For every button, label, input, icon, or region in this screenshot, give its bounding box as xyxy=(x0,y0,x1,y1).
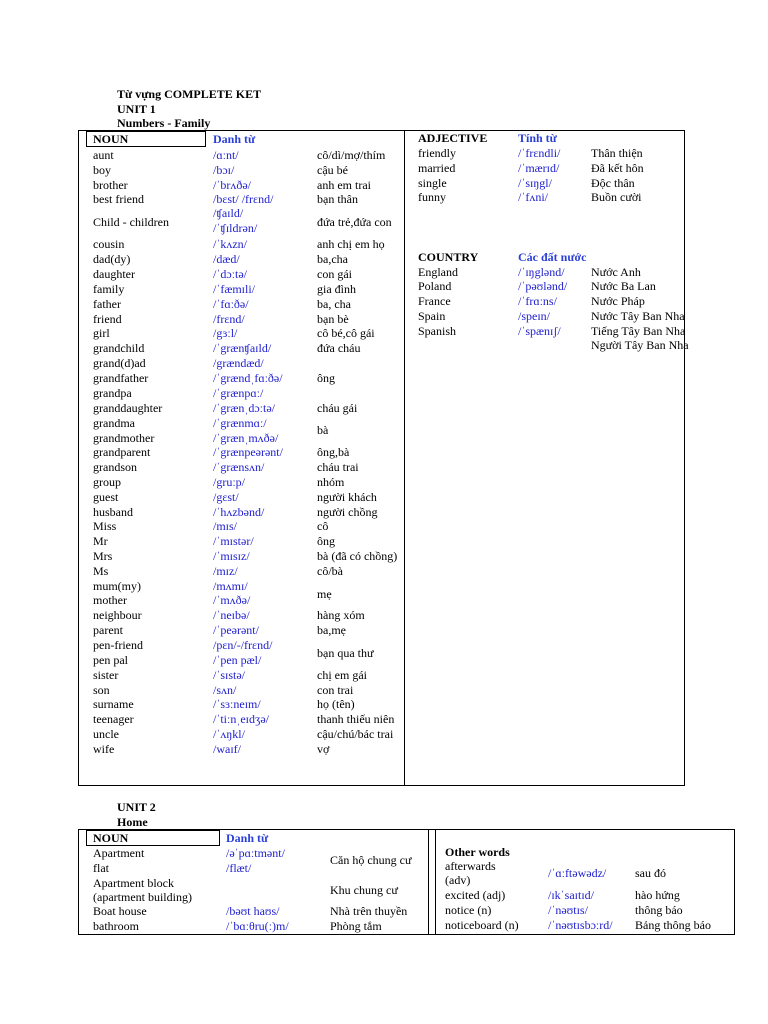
noun-word: granddaughter xyxy=(93,401,163,415)
noun-pron: /ˈpen pæl/ xyxy=(213,653,262,667)
noun-word: friend xyxy=(93,312,122,326)
adjective-meaning: Buồn cười xyxy=(591,190,642,204)
noun-meaning: bạn qua thư xyxy=(317,646,374,660)
noun-meaning: người khách xyxy=(317,490,377,504)
noun-pron: /dæd/ xyxy=(213,252,240,266)
noun-pron-plural: /ˈʧɪldrən/ xyxy=(213,221,258,235)
adjective-meaning: Đã kết hôn xyxy=(591,161,644,175)
country-meaning-2: Người Tây Ban Nha xyxy=(591,338,689,352)
other-pron: /ˈnəʊtɪs/ xyxy=(548,903,588,917)
unit2-noun-pron-header: Danh từ xyxy=(226,831,269,845)
other-word: excited (adj) xyxy=(445,888,506,902)
noun-meaning: cô xyxy=(317,519,329,533)
other-words-header: Other words xyxy=(445,845,510,859)
noun-word: dad(dy) xyxy=(93,252,131,266)
noun-pron: /ˈneɪbə/ xyxy=(213,608,250,622)
country-pron: /ˈspænɪʃ/ xyxy=(518,324,561,338)
noun-pron: /ˈgrænpɑː/ xyxy=(213,386,264,400)
noun-meaning: cô bé,cô gái xyxy=(317,326,375,340)
other-pron: /ˈɑːftəwədz/ xyxy=(548,866,607,880)
adjective-word: friendly xyxy=(418,146,456,160)
unit2-word-2: (apartment building) xyxy=(93,890,192,904)
unit2-meaning: Khu chung cư xyxy=(330,883,398,897)
unit2-divider-a xyxy=(428,829,429,935)
noun-meaning: cô/dì/mợ/thím xyxy=(317,148,386,162)
other-word: afterwards xyxy=(445,859,496,873)
noun-meaning: chị em gái xyxy=(317,668,367,682)
adjective-header: ADJECTIVE xyxy=(418,131,488,145)
noun-word: Ms xyxy=(93,564,109,578)
noun-pron: /ˈgrænʧaɪld/ xyxy=(213,341,272,355)
noun-pron: /ˈgrændˌfɑːðə/ xyxy=(213,371,283,385)
country-pron: /ˈfrɑːns/ xyxy=(518,294,557,308)
noun-word: brother xyxy=(93,178,128,192)
country-pron: /ˈɪŋglənd/ xyxy=(518,265,565,279)
noun-word: son xyxy=(93,683,110,697)
other-pron: /ɪkˈsaɪtɪd/ xyxy=(548,888,594,902)
country-meaning: Nước Pháp xyxy=(591,294,645,308)
unit2-word: bathroom xyxy=(93,919,139,933)
noun-pron: /ˈfɑːðə/ xyxy=(213,297,249,311)
noun-word: Child - children xyxy=(93,215,169,229)
noun-meaning: bà xyxy=(317,423,329,437)
noun-word: mum(my) xyxy=(93,579,141,593)
noun-word: husband xyxy=(93,505,133,519)
noun-pron: /pɛn/-/frɛnd/ xyxy=(213,638,273,652)
noun-pron: /ˈgrænˌdɔːtə/ xyxy=(213,401,275,415)
noun-word: daughter xyxy=(93,267,135,281)
adjective-pron: /ˈfʌni/ xyxy=(518,190,548,204)
noun-meaning: ông xyxy=(317,371,335,385)
noun-meaning: thanh thiếu niên xyxy=(317,712,395,726)
noun-word: group xyxy=(93,475,121,489)
country-header: COUNTRY xyxy=(418,250,479,264)
noun-word: grandmother xyxy=(93,431,155,445)
country-meaning: Nước Tây Ban Nha xyxy=(591,309,685,323)
noun-meaning: cháu gái xyxy=(317,401,358,415)
unit1-noun-pron-header: Danh từ xyxy=(213,132,256,146)
noun-meaning: cậu bé xyxy=(317,163,348,177)
noun-pron: /gruːp/ xyxy=(213,475,245,489)
noun-pron: /ʧaɪld/ xyxy=(213,206,244,220)
noun-pron: /mɪz/ xyxy=(213,564,238,578)
country-pron: /ˈpəʊlənd/ xyxy=(518,279,568,293)
noun-meaning: mẹ xyxy=(317,587,332,601)
noun-word: family xyxy=(93,282,125,296)
noun-meaning: bà (đã có chồng) xyxy=(317,549,398,563)
noun-word: aunt xyxy=(93,148,114,162)
adjective-pron-header: Tính từ xyxy=(518,131,557,145)
noun-word: mother xyxy=(93,593,127,607)
noun-pron: /ˈgrænpeərənt/ xyxy=(213,445,283,459)
unit2-pron: /flæt/ xyxy=(226,861,252,875)
noun-meaning: đứa trẻ,đứa con xyxy=(317,215,392,229)
country-pron-header: Các đất nước xyxy=(518,250,587,264)
country-meaning: Nước Anh xyxy=(591,265,641,279)
adjective-word: married xyxy=(418,161,456,175)
noun-meaning: vợ xyxy=(317,742,330,756)
noun-pron: /ˈdɔːtə/ xyxy=(213,267,247,281)
noun-meaning: ba,cha xyxy=(317,252,348,266)
noun-word: boy xyxy=(93,163,111,177)
unit2-pron: /əˈpɑːtmənt/ xyxy=(226,846,285,860)
other-word: notice (n) xyxy=(445,903,492,917)
noun-pron: /grændæd/ xyxy=(213,356,264,370)
country-meaning: Nước Ba Lan xyxy=(591,279,656,293)
noun-meaning: gia đình xyxy=(317,282,356,296)
unit2-pron: /bəʊt haʊs/ xyxy=(226,904,280,918)
noun-meaning: cô/bà xyxy=(317,564,343,578)
noun-word: Mr xyxy=(93,534,108,548)
noun-pron: /ˈsɜːneɪm/ xyxy=(213,697,261,711)
noun-pron: /ˈʌŋkl/ xyxy=(213,727,245,741)
unit2-meaning: Căn hộ chung cư xyxy=(330,853,412,867)
doc-title: Từ vựng COMPLETE KET xyxy=(117,87,262,101)
noun-pron: /bɔɪ/ xyxy=(213,163,235,177)
noun-meaning: bạn bè xyxy=(317,312,349,326)
other-meaning: sau đó xyxy=(635,866,666,880)
unit1-divider xyxy=(404,130,405,786)
unit2-word: Apartment block xyxy=(93,876,174,890)
noun-word: pen-friend xyxy=(93,638,143,652)
noun-word: pen pal xyxy=(93,653,128,667)
noun-word: father xyxy=(93,297,121,311)
noun-pron: /ˈkʌzn/ xyxy=(213,237,247,251)
noun-word: best friend xyxy=(93,192,144,206)
unit2-word: flat xyxy=(93,861,109,875)
noun-pron: /mɪs/ xyxy=(213,519,238,533)
other-meaning: thông báo xyxy=(635,903,683,917)
noun-meaning: đứa cháu xyxy=(317,341,361,355)
country-meaning: Tiếng Tây Ban Nha xyxy=(591,324,686,338)
noun-word: grandma xyxy=(93,416,135,430)
noun-pron: /ˈfæmɪli/ xyxy=(213,282,255,296)
unit2-word: Boat house xyxy=(93,904,147,918)
noun-meaning: họ (tên) xyxy=(317,697,355,711)
adjective-word: single xyxy=(418,176,447,190)
noun-meaning: anh chị em họ xyxy=(317,237,385,251)
unit2-meaning: Nhà trên thuyền xyxy=(330,904,408,918)
noun-meaning: anh em trai xyxy=(317,178,371,192)
adjective-meaning: Độc thân xyxy=(591,176,635,190)
adjective-pron: /ˈmærɪd/ xyxy=(518,161,560,175)
noun-pron: /ˈgrænˌmʌðə/ xyxy=(213,431,279,445)
noun-pron: /waɪf/ xyxy=(213,742,241,756)
noun-word: neighbour xyxy=(93,608,142,622)
other-meaning: hào hứng xyxy=(635,888,680,902)
unit2-heading: UNIT 2 xyxy=(117,800,156,814)
noun-meaning: ba,mẹ xyxy=(317,623,346,637)
noun-meaning: ba, cha xyxy=(317,297,351,311)
noun-pron: /frɛnd/ xyxy=(213,312,245,326)
noun-pron: /ˈtiːnˌeɪdʒə/ xyxy=(213,712,269,726)
noun-meaning: con gái xyxy=(317,267,352,281)
noun-meaning: ông,bà xyxy=(317,445,350,459)
noun-pron: /ˈgrænmɑː/ xyxy=(213,416,267,430)
noun-pron: /gɛst/ xyxy=(213,490,239,504)
noun-meaning: ông xyxy=(317,534,335,548)
noun-meaning: người chồng xyxy=(317,505,378,519)
country-word: Poland xyxy=(418,279,452,293)
noun-word: grand(d)ad xyxy=(93,356,146,370)
noun-pron: /bɛst/ /frɛnd/ xyxy=(213,192,274,206)
noun-meaning: bạn thân xyxy=(317,192,358,206)
adjective-pron: /ˈsɪŋgl/ xyxy=(518,176,552,190)
noun-pron: /ˈhʌzbənd/ xyxy=(213,505,265,519)
noun-pron: /sʌn/ xyxy=(213,683,237,697)
noun-word: parent xyxy=(93,623,123,637)
noun-word: grandpa xyxy=(93,386,132,400)
noun-meaning: cậu/chú/bác trai xyxy=(317,727,394,741)
noun-pron: /ɑːnt/ xyxy=(213,148,239,162)
noun-word: guest xyxy=(93,490,119,504)
unit2-word: Apartment xyxy=(93,846,145,860)
country-word: France xyxy=(418,294,451,308)
noun-pron: /ˈsɪstə/ xyxy=(213,668,245,682)
noun-meaning: hàng xóm xyxy=(317,608,365,622)
noun-pron: /ˈmʌðə/ xyxy=(213,593,251,607)
noun-pron: /ˈgrænsʌn/ xyxy=(213,460,265,474)
noun-word: Miss xyxy=(93,519,117,533)
country-word: Spain xyxy=(418,309,446,323)
noun-word: grandparent xyxy=(93,445,151,459)
noun-word: uncle xyxy=(93,727,119,741)
unit1-topic: Numbers - Family xyxy=(117,116,211,130)
noun-word: grandfather xyxy=(93,371,149,385)
noun-word: surname xyxy=(93,697,134,711)
noun-pron: /ˈbrʌðə/ xyxy=(213,178,251,192)
country-pron: /speɪn/ xyxy=(518,309,550,323)
adjective-pron: /ˈfrɛndli/ xyxy=(518,146,561,160)
adjective-word: funny xyxy=(418,190,446,204)
noun-meaning: nhóm xyxy=(317,475,345,489)
noun-pron: /mʌmɪ/ xyxy=(213,579,248,593)
adjective-meaning: Thân thiện xyxy=(591,146,643,160)
unit1-noun-header: NOUN xyxy=(93,132,129,146)
noun-pron: /ˈpeərənt/ xyxy=(213,623,259,637)
country-word: Spanish xyxy=(418,324,457,338)
unit1-heading: UNIT 1 xyxy=(117,102,156,116)
noun-word: teenager xyxy=(93,712,134,726)
other-word: noticeboard (n) xyxy=(445,918,519,932)
unit2-divider-b xyxy=(435,829,436,935)
other-meaning: Bảng thông báo xyxy=(635,918,711,932)
unit2-pron: /ˈbɑːθru(ː)m/ xyxy=(226,919,289,933)
unit2-meaning: Phòng tắm xyxy=(330,919,382,933)
noun-word: Mrs xyxy=(93,549,113,563)
country-word: England xyxy=(418,265,458,279)
unit2-topic: Home xyxy=(117,815,148,829)
noun-word: grandchild xyxy=(93,341,145,355)
noun-word: wife xyxy=(93,742,115,756)
noun-pron: /ˈmɪsɪz/ xyxy=(213,549,250,563)
noun-pron: /gɜːl/ xyxy=(213,326,238,340)
other-word-2: (adv) xyxy=(445,873,471,887)
noun-meaning: con trai xyxy=(317,683,354,697)
noun-pron: /ˈmɪstər/ xyxy=(213,534,254,548)
noun-word: girl xyxy=(93,326,110,340)
noun-meaning: cháu trai xyxy=(317,460,359,474)
noun-word: cousin xyxy=(93,237,125,251)
unit2-noun-header: NOUN xyxy=(93,831,129,845)
noun-word: sister xyxy=(93,668,119,682)
noun-word: grandson xyxy=(93,460,137,474)
other-pron: /ˈnəʊtɪsbɔːrd/ xyxy=(548,918,613,932)
